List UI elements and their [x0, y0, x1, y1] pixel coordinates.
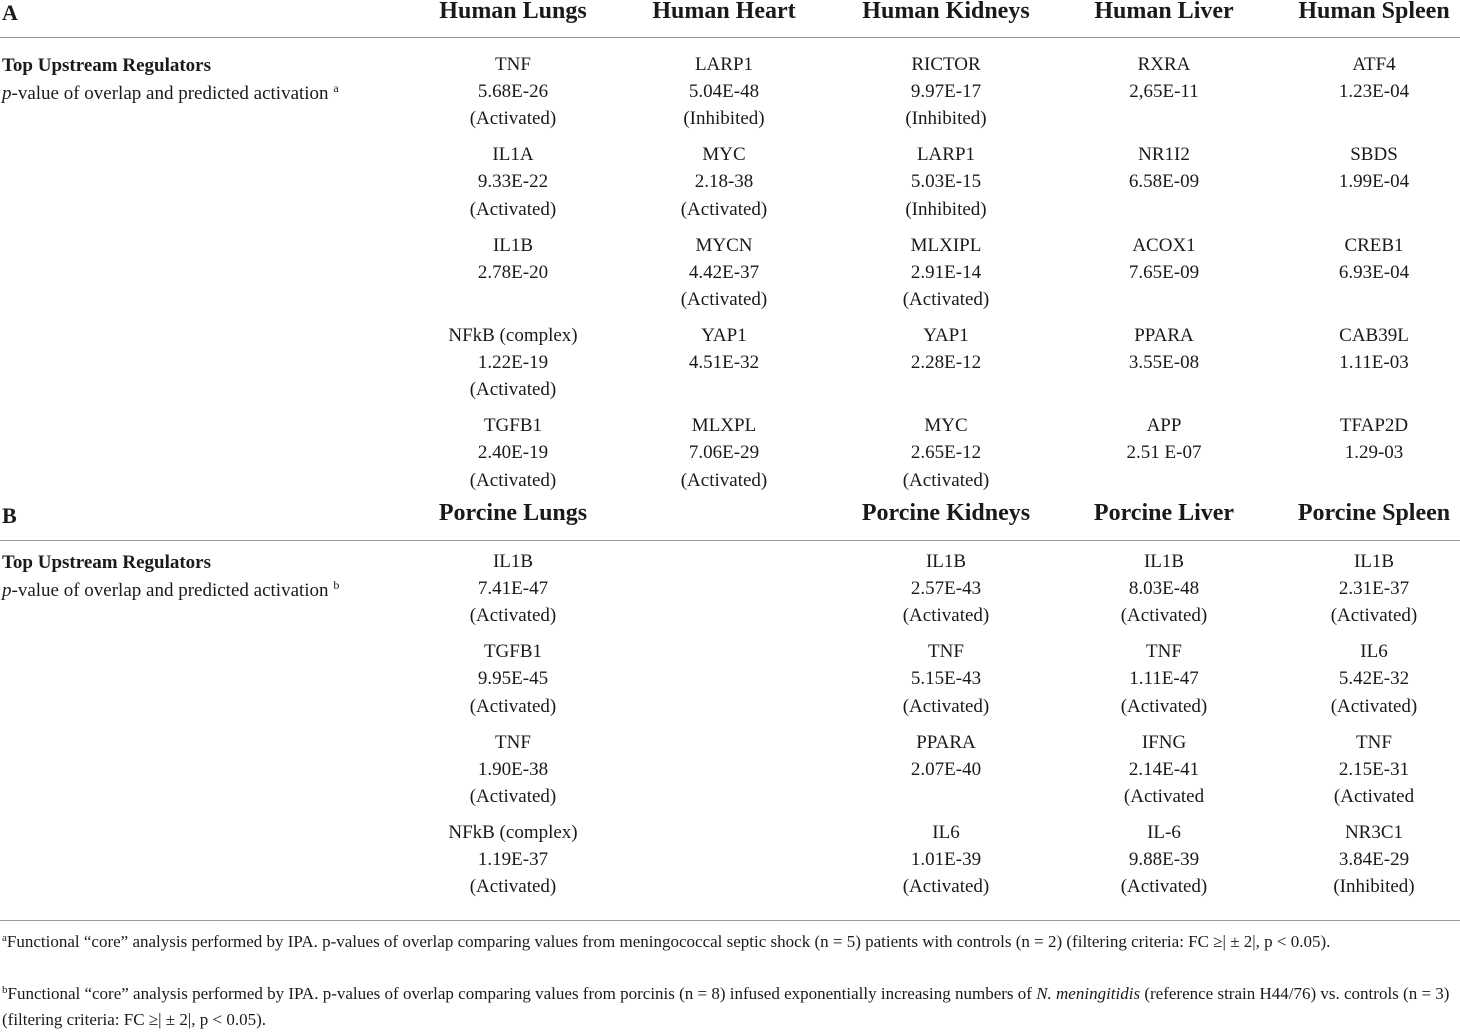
- regulator-pvalue: 2.57E-43: [910, 578, 982, 600]
- regulator-pvalue: 1.11E-03: [1339, 352, 1409, 374]
- column-header: Human Heart: [652, 0, 796, 24]
- regulator-pvalue: 5.03E-15: [910, 171, 982, 193]
- regulator-activation: [1264, 196, 1460, 223]
- regulator-activation: (Activated): [469, 198, 557, 220]
- regulator-name: CAB39L: [1339, 324, 1409, 346]
- regulator-name: TGFB1: [483, 641, 543, 663]
- regulator-name: RICTOR: [911, 54, 981, 75]
- regulator-activation: (Activated): [1120, 876, 1208, 898]
- regulator-name: TNF: [495, 54, 531, 75]
- section-a-letter: A: [2, 0, 18, 25]
- regulator-pvalue: 1.19E-37: [477, 849, 549, 871]
- footnote-rule: [0, 920, 1460, 921]
- regulator-name: MYC: [924, 415, 968, 437]
- regulator-pvalue: 1.90E-38: [477, 758, 549, 780]
- regulator-cell: [1054, 51, 1274, 133]
- regulator-name: IL1B: [1353, 551, 1395, 572]
- regulator-name: YAP1: [701, 324, 747, 346]
- regulator-cell: [614, 322, 834, 404]
- regulator-pvalue: 2.40E-19: [477, 442, 549, 464]
- regulator-cell: [1264, 638, 1460, 720]
- regulator-cell: [1054, 819, 1274, 901]
- regulator-pvalue: 2.14E-41: [1128, 758, 1200, 780]
- regulator-cell: [1264, 729, 1460, 811]
- row-label-p: p: [2, 82, 12, 104]
- regulator-cell: [403, 548, 623, 630]
- regulator-name: TNF: [1146, 641, 1182, 663]
- regulator-pvalue: 4.51E-32: [688, 352, 760, 374]
- regulator-cell: [836, 548, 1056, 630]
- regulator-activation: [403, 286, 623, 313]
- regulator-pvalue: 7.65E-09: [1128, 261, 1200, 283]
- row-label-p: p: [2, 579, 12, 601]
- regulator-pvalue: 5.42E-32: [1338, 668, 1410, 690]
- regulator-name: IL1B: [1143, 551, 1185, 572]
- regulator-name: NFkB (complex): [448, 821, 578, 843]
- regulator-cell: [403, 819, 623, 901]
- regulator-activation: (Inhibited): [683, 108, 765, 130]
- regulator-name: NR1I2: [1138, 144, 1190, 166]
- regulator-name: APP: [1146, 415, 1182, 437]
- section-b-letter: B: [2, 503, 17, 528]
- footnote-b-text-end: (reference strain H44/76) vs. controls (n = 3) (filtering criteria: FC ≥| ± 2|, p < 0.05).: [2, 984, 1450, 1029]
- section-a-row-label: [2, 52, 339, 107]
- regulator-activation: (Activated): [469, 785, 557, 807]
- regulator-pvalue: 1.99E-04: [1338, 171, 1410, 193]
- regulator-activation: (Activated): [1120, 605, 1208, 627]
- regulator-cell: [614, 232, 834, 314]
- regulator-pvalue: 7.41E-47: [477, 578, 549, 600]
- regulator-name: MYCN: [695, 234, 753, 256]
- regulator-pvalue: 4.42E-37: [688, 261, 760, 283]
- regulator-pvalue: 3.55E-08: [1128, 352, 1200, 374]
- regulator-pvalue: 2.28E-12: [910, 352, 982, 374]
- regulator-pvalue: 9.88E-39: [1128, 849, 1200, 871]
- regulator-name: IL1B: [492, 234, 534, 256]
- regulator-cell: [836, 232, 1056, 314]
- column-header: Human Lungs: [439, 0, 587, 24]
- regulator-name: IL1B: [492, 551, 534, 572]
- regulator-pvalue: 9.95E-45: [477, 668, 549, 690]
- regulator-pvalue: 2.51 E-07: [1126, 442, 1202, 464]
- regulator-cell: [836, 322, 1056, 404]
- regulator-cell: [403, 51, 623, 133]
- regulator-pvalue: 2.18-38: [694, 171, 754, 193]
- regulator-cell: [403, 729, 623, 811]
- regulator-activation: (Activated): [902, 288, 990, 310]
- row-label-sup: b: [333, 577, 340, 592]
- regulator-cell: [836, 412, 1056, 494]
- regulator-pvalue: 2.78E-20: [477, 261, 549, 283]
- regulator-cell: [1264, 322, 1460, 404]
- regulator-name: MLXIPL: [910, 234, 982, 256]
- regulator-cell: [1264, 232, 1460, 314]
- footnote-a: [2, 929, 1458, 955]
- regulator-activation: [836, 783, 1056, 810]
- regulator-activation: (Activated): [680, 198, 768, 220]
- regulator-cell: [403, 141, 623, 223]
- regulator-activation: (Activated): [902, 695, 990, 717]
- regulator-cell: [1264, 548, 1460, 630]
- regulator-pvalue: 6.93E-04: [1338, 261, 1410, 283]
- regulator-name: ATF4: [1352, 54, 1396, 75]
- regulator-activation: (Activated): [680, 288, 768, 310]
- regulator-cell: [1264, 51, 1460, 133]
- regulator-cell: [836, 141, 1056, 223]
- footnote-a-mark: a: [2, 932, 7, 944]
- regulator-pvalue: 5.15E-43: [910, 668, 982, 690]
- regulator-name: CREB1: [1344, 234, 1404, 256]
- regulator-activation: (Activated): [469, 108, 557, 130]
- column-header: Porcine Kidneys: [861, 500, 1031, 526]
- footnote-b-text: Functional “core” analysis performed by IPA. p-values of overlap comparing values from porcinis (n = 8) infused exponentially increasing numbers of: [7, 984, 1037, 1003]
- regulator-activation: (Activated): [469, 876, 557, 898]
- regulator-name: IL6: [1360, 641, 1388, 663]
- regulator-name: MLXPL: [691, 415, 757, 437]
- regulator-activation: [836, 376, 1056, 403]
- row-label-desc: -value of overlap and predicted activation: [11, 579, 329, 601]
- column-header: Porcine Liver: [1093, 500, 1235, 526]
- regulator-activation: (Inhibited): [1333, 876, 1415, 898]
- regulator-activation: [1054, 286, 1274, 313]
- regulator-name: RXRA: [1137, 54, 1191, 75]
- regulator-pvalue: 8.03E-48: [1128, 578, 1200, 600]
- regulator-activation: (Activated): [902, 876, 990, 898]
- regulator-cell: [1054, 322, 1274, 404]
- regulator-pvalue: 2.65E-12: [910, 442, 982, 464]
- regulator-pvalue: 9.97E-17: [910, 81, 982, 103]
- regulator-activation: [1054, 196, 1274, 223]
- regulator-name: LARP1: [694, 54, 754, 75]
- footnote-a-text: Functional “core” analysis performed by IPA. p-values of overlap comparing values from meningococcal septic shock (n = 5) patients with controls (n = 2) (filtering criteria: FC ≥| ± 2|, p < 0.05).: [6, 932, 1331, 951]
- column-header: Human Spleen: [1298, 0, 1450, 24]
- regulator-activation: (Activated): [902, 605, 990, 627]
- section-b-rule: [0, 540, 1460, 541]
- row-label-desc: -value of overlap and predicted activation: [11, 82, 329, 104]
- regulator-pvalue: 2.15E-31: [1338, 758, 1410, 780]
- regulator-cell: [403, 322, 623, 404]
- regulator-cell: [403, 232, 623, 314]
- regulator-name: NR3C1: [1344, 821, 1404, 843]
- regulator-pvalue: 2.91E-14: [910, 261, 982, 283]
- regulator-activation: [1054, 467, 1274, 494]
- regulator-activation: (Activated): [469, 379, 557, 401]
- column-header: Porcine Spleen: [1297, 500, 1451, 526]
- regulator-activation: (Activated): [1330, 605, 1418, 627]
- regulator-cell: [836, 729, 1056, 811]
- regulator-name: IFNG: [1141, 731, 1187, 753]
- regulator-name: MYC: [702, 144, 746, 166]
- footnote-b-mark: b: [2, 984, 8, 996]
- regulator-name: NFkB (complex): [448, 324, 578, 346]
- regulator-activation: (Activated): [469, 605, 557, 627]
- regulator-name: TNF: [1356, 731, 1392, 753]
- regulator-pvalue: 2.07E-40: [910, 758, 982, 780]
- regulator-name: PPARA: [1134, 324, 1194, 346]
- footnote-b: [2, 981, 1458, 1033]
- regulator-name: LARP1: [916, 144, 976, 166]
- row-label-sup: a: [333, 80, 339, 95]
- regulator-name: PPARA: [916, 731, 976, 753]
- regulator-cell: [836, 638, 1056, 720]
- regulator-activation: (Inhibited): [905, 198, 987, 220]
- regulator-activation: (Activated): [469, 695, 557, 717]
- regulator-name: IL6: [932, 821, 960, 843]
- regulator-pvalue: 7.06E-29: [688, 442, 760, 464]
- regulator-name: TGFB1: [483, 415, 543, 437]
- regulator-activation: [1264, 105, 1460, 132]
- regulator-cell: [614, 141, 834, 223]
- regulator-cell: [836, 819, 1056, 901]
- regulator-name: YAP1: [923, 324, 969, 346]
- regulator-cell: [614, 51, 834, 133]
- section-b-row-label: [2, 549, 339, 604]
- regulator-cell: [1264, 412, 1460, 494]
- regulator-name: IL1B: [925, 551, 967, 572]
- regulator-name: IL1A: [492, 144, 534, 166]
- regulator-name: SBDS: [1350, 144, 1398, 166]
- regulator-activation: (Activated): [1120, 695, 1208, 717]
- regulator-pvalue: 5.04E-48: [688, 81, 760, 103]
- regulator-activation: [1264, 467, 1460, 494]
- regulator-pvalue: 1.11E-47: [1129, 668, 1199, 690]
- regulator-pvalue: 1.22E-19: [477, 352, 549, 374]
- row-label-title: Top Upstream Regulators: [2, 552, 212, 573]
- regulator-activation: [1264, 376, 1460, 403]
- regulator-name: TNF: [495, 731, 531, 753]
- regulator-name: TFAP2D: [1339, 415, 1409, 437]
- regulator-cell: [1054, 729, 1274, 811]
- regulator-activation: (Activated: [1123, 785, 1205, 807]
- regulator-cell: [836, 51, 1056, 133]
- regulator-pvalue: 9.33E-22: [477, 171, 549, 193]
- regulator-pvalue: 2,65E-11: [1129, 81, 1199, 103]
- regulator-cell: [1054, 638, 1274, 720]
- regulator-cell: [1054, 232, 1274, 314]
- regulator-activation: (Activated): [902, 469, 990, 491]
- regulator-cell: [1054, 141, 1274, 223]
- column-header: Human Liver: [1094, 0, 1234, 24]
- regulator-cell: [1264, 141, 1460, 223]
- regulator-cell: [1054, 412, 1274, 494]
- regulator-activation: [1054, 376, 1274, 403]
- section-a-rule: [0, 37, 1460, 38]
- regulator-pvalue: 1.29-03: [1344, 442, 1404, 464]
- regulator-cell: [614, 412, 834, 494]
- regulator-pvalue: 5.68E-26: [477, 81, 549, 103]
- regulator-cell: [1054, 548, 1274, 630]
- regulator-name: ACOX1: [1132, 234, 1196, 256]
- regulator-activation: (Activated): [469, 469, 557, 491]
- regulator-name: IL-6: [1147, 821, 1181, 843]
- regulator-pvalue: 6.58E-09: [1128, 171, 1200, 193]
- row-label-title: Top Upstream Regulators: [2, 55, 212, 76]
- regulator-cell: [403, 638, 623, 720]
- footnote-b-species: N. meningitidis: [1036, 984, 1141, 1003]
- regulator-activation: (Activated): [1330, 695, 1418, 717]
- regulator-activation: (Activated: [1333, 785, 1415, 807]
- regulator-pvalue: 1.23E-04: [1338, 81, 1410, 103]
- regulator-activation: [1264, 286, 1460, 313]
- column-header: Porcine Lungs: [438, 500, 588, 526]
- regulator-activation: [1054, 105, 1274, 132]
- regulator-cell: [1264, 819, 1460, 901]
- regulator-activation: (Inhibited): [905, 108, 987, 130]
- regulator-pvalue: 1.01E-39: [910, 849, 982, 871]
- regulator-pvalue: 2.31E-37: [1338, 578, 1410, 600]
- regulator-activation: [614, 376, 834, 403]
- regulator-name: TNF: [928, 641, 964, 663]
- column-header: Human Kidneys: [862, 0, 1030, 24]
- regulator-cell: [403, 412, 623, 494]
- regulator-pvalue: 3.84E-29: [1338, 849, 1410, 871]
- regulator-activation: (Activated): [680, 469, 768, 491]
